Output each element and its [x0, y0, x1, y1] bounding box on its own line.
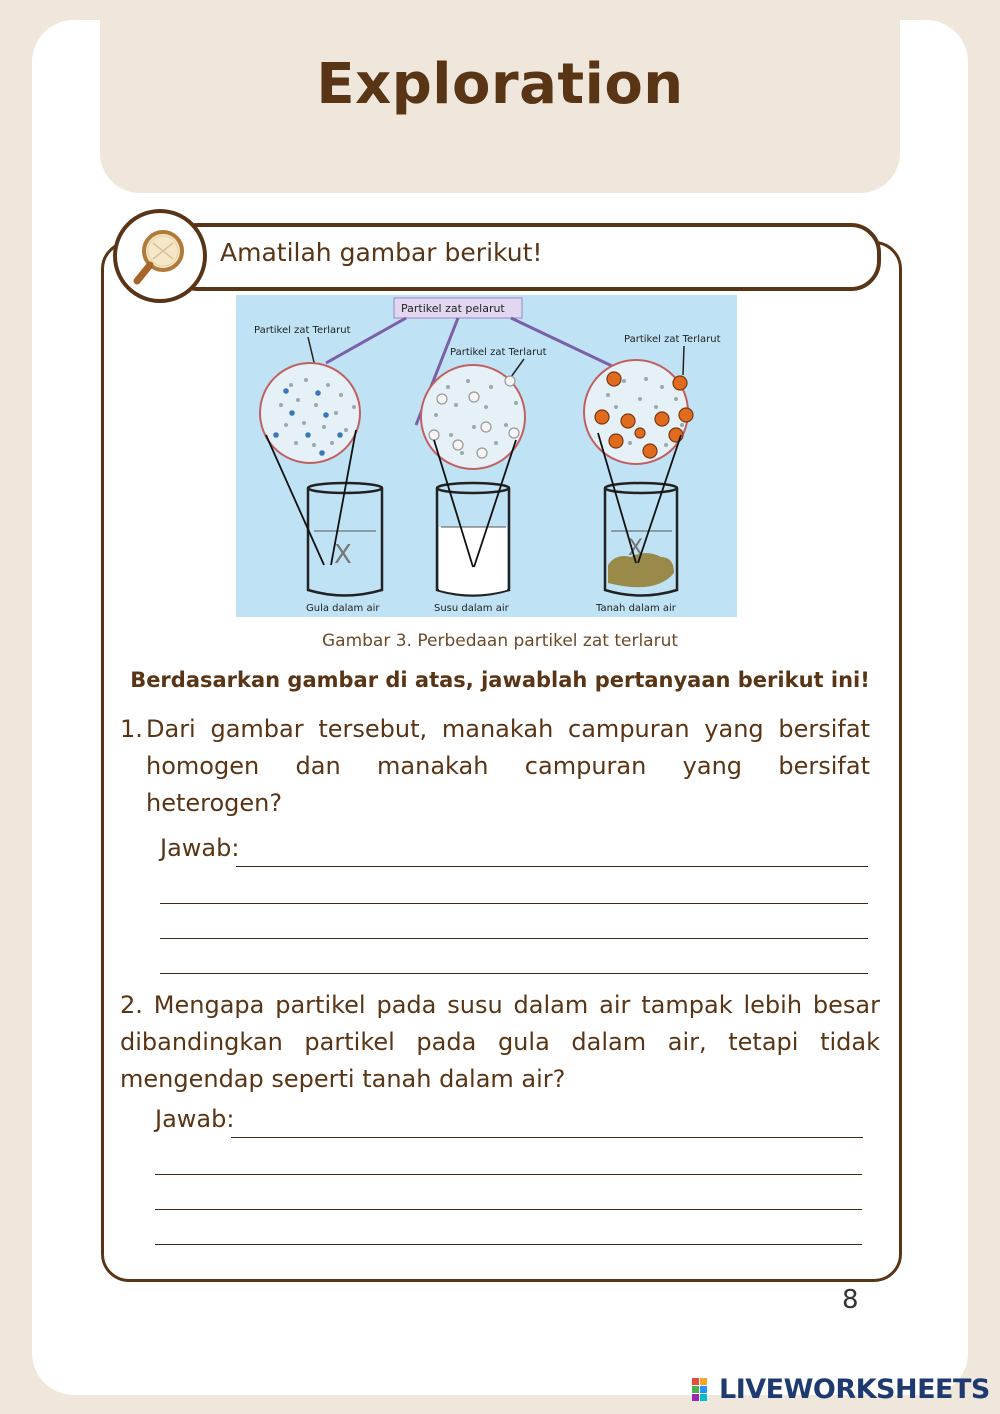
answer-2-line-3[interactable] [155, 1209, 862, 1210]
answer-1-line-2[interactable] [160, 903, 868, 904]
answer-2-line-1[interactable] [231, 1137, 863, 1138]
particle-diagram [236, 295, 737, 617]
figure-caption: Gambar 3. Perbedaan partikel zat terlarut [321, 631, 679, 651]
answer-1-line-1[interactable] [236, 866, 868, 867]
answer-1-line-3[interactable] [160, 938, 868, 939]
question-1-text: Dari gambar tersebut, manakah campuran yang bersifat homogen dan manakah campuran yang bersifat heterogen? [146, 715, 870, 817]
liveworksheets-logo-icon [691, 1377, 717, 1403]
liveworksheets-watermark: LIVEWORKSHEETS [719, 1374, 990, 1405]
answer-2-label: Jawab: [155, 1105, 235, 1133]
beaker-label-right: Tanah dalam air [596, 603, 676, 614]
page-number: 8 [842, 1285, 859, 1315]
instruction-text: Berdasarkan gambar di atas, jawablah pertanyaan berikut ini! [130, 668, 870, 692]
question-1-number: 1. [120, 715, 143, 743]
answer-1-label: Jawab: [160, 834, 240, 862]
solute-mark-right: X [628, 536, 644, 561]
solute-label-left: Partikel zat Terlarut [254, 325, 351, 336]
solute-label-middle: Partikel zat Terlarut [450, 347, 547, 358]
answer-2-line-4[interactable] [155, 1244, 862, 1245]
beaker-label-middle: Susu dalam air [434, 603, 509, 614]
question-1 [120, 711, 870, 822]
question-2-text: 2. Mengapa partikel pada susu dalam air tampak lebih besar dibandingkan partikel pada gula dalam air, tetapi tidak mengendap seperti tanah dalam air? [120, 991, 880, 1093]
prompt-text: Amatilah gambar berikut! [220, 238, 543, 267]
magnifier-icon [117, 213, 203, 299]
page-title: Exploration [316, 52, 684, 117]
answer-1-line-4[interactable] [160, 973, 868, 974]
magnifier-badge [113, 209, 207, 303]
solvent-label: Partikel zat pelarut [401, 302, 505, 315]
solute-label-right: Partikel zat Terlarut [624, 334, 721, 345]
header-banner [100, 0, 900, 193]
solute-mark-left: X [334, 540, 352, 570]
beaker-label-left: Gula dalam air [306, 603, 380, 614]
answer-2-line-2[interactable] [155, 1174, 862, 1175]
